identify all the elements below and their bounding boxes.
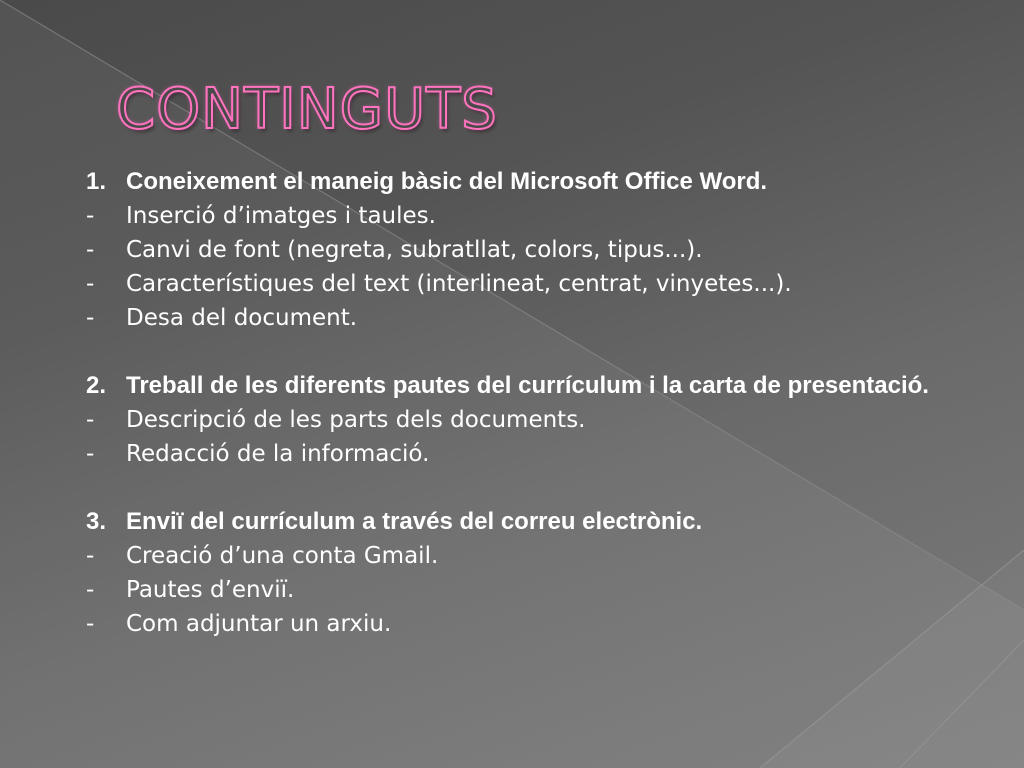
section-1 [86,165,946,335]
section-heading [86,165,946,199]
section-number: 1. [86,168,107,195]
bullet-list [86,403,946,471]
section-2 [86,369,946,471]
bullet-dash: - [86,305,95,331]
section-heading [86,369,946,403]
section-heading [86,505,946,539]
section-heading-text: Enviï del currículum a través del correu electrònic. [126,508,703,535]
bullet-dash: - [86,543,95,569]
list-item-text: Redacció de la informació. [126,441,430,467]
bullet-dash: - [86,203,95,229]
section-3 [86,505,946,641]
list-item-text: Creació d’una conta Gmail. [126,543,439,569]
list-item [86,301,946,335]
list-item-text: Com adjuntar un arxiu. [126,611,392,637]
bullet-dash: - [86,237,95,263]
list-item-text: Descripció de les parts dels documents. [126,407,586,433]
list-item-text: Inserció d’imatges i taules. [126,203,436,229]
list-item [86,539,946,573]
section-number: 3. [86,508,107,535]
list-item [86,267,946,301]
list-item [86,607,946,641]
list-item-text: Canvi de font (negreta, subratllat, colors, tipus...). [126,237,703,263]
bullet-dash: - [86,407,95,433]
bullet-list [86,539,946,641]
slide-title: CONTINGUTS [116,77,498,142]
spacer [86,335,946,369]
section-heading-text: Treball de les diferents pautes del currículum i la carta de presentació. [126,372,929,399]
list-item [86,573,946,607]
list-item-text: Característiques del text (interlineat, centrat, vinyetes...). [126,271,792,297]
list-item [86,403,946,437]
section-number: 2. [86,372,107,399]
bullet-list [86,199,946,335]
list-item [86,233,946,267]
bullet-dash: - [86,577,95,603]
bullet-dash: - [86,611,95,637]
list-item-text: Pautes d’enviï. [126,577,295,603]
content-body [86,165,946,641]
list-item-text: Desa del document. [126,305,358,331]
list-item [86,437,946,471]
list-item [86,199,946,233]
section-heading-text: Coneixement el maneig bàsic del Microsoft Office Word. [126,168,768,195]
spacer [86,471,946,505]
bullet-dash: - [86,271,95,297]
bullet-dash: - [86,441,95,467]
